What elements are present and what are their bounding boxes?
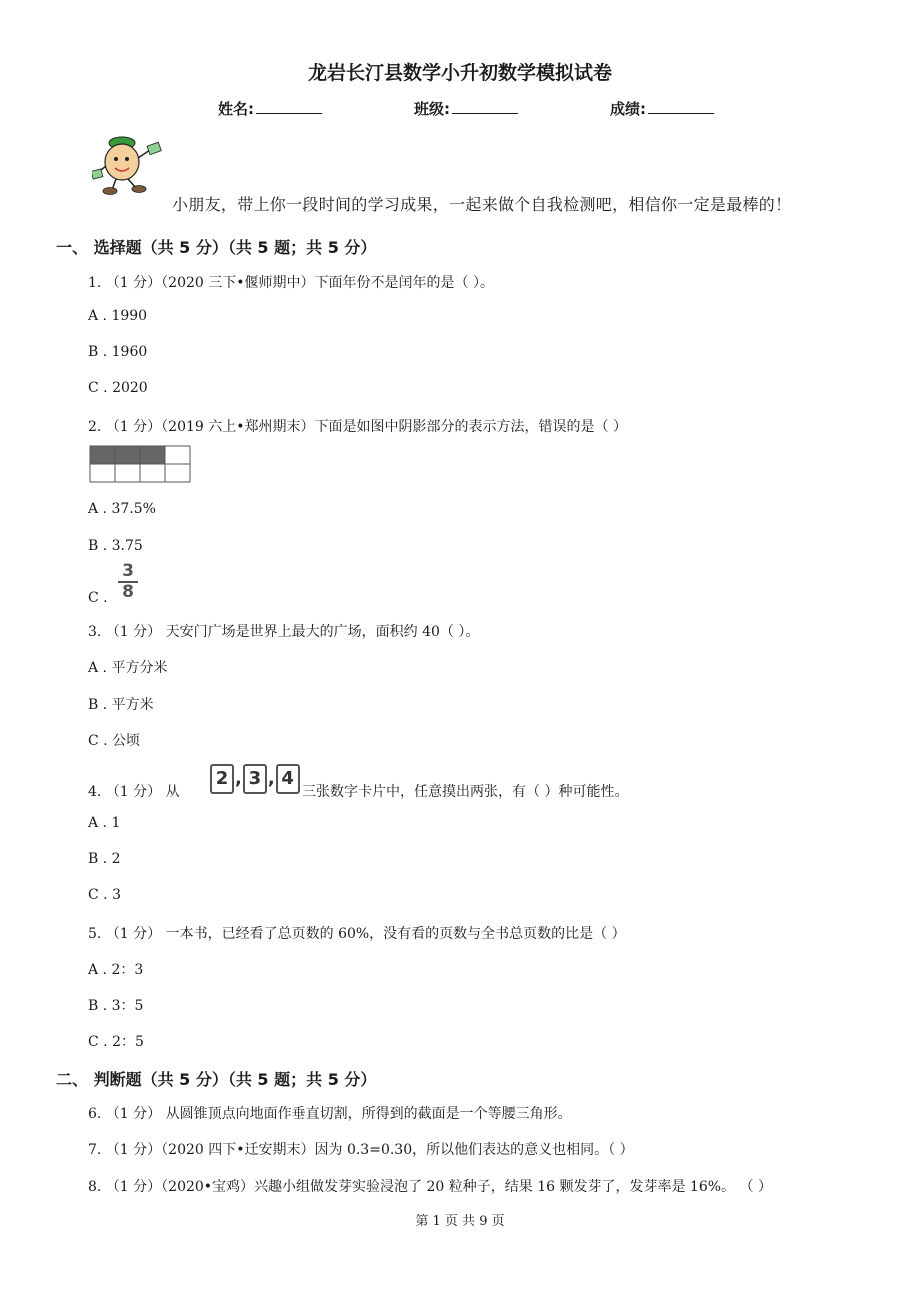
class-blank[interactable] [452, 99, 518, 114]
card-separator: , [267, 768, 275, 789]
q1-option-c[interactable]: C . 2020 [88, 380, 148, 396]
name-blank[interactable] [256, 99, 322, 114]
fraction-figure [118, 563, 138, 601]
question-4-prefix: 4. （1 分） 从 [88, 784, 180, 800]
number-card: 4 [276, 764, 300, 794]
q4-option-b[interactable]: B . 2 [88, 851, 121, 867]
q5-option-a[interactable]: A . 2：3 [88, 962, 144, 978]
question-3: 3. （1 分） 天安门广场是世界上最大的广场，面积约 40（ ）。 [88, 624, 480, 640]
number-cards [210, 764, 300, 794]
number-card: 3 [243, 764, 267, 794]
q2-option-a[interactable]: A . 37.5% [88, 501, 156, 517]
question-7: 7. （1 分）（2020 四下•迁安期末）因为 0.3=0.30，所以他们表达的意义也相同。（ ） [88, 1142, 634, 1158]
q1-option-b[interactable]: B . 1960 [88, 344, 148, 360]
q3-option-c[interactable]: C . 公顷 [88, 733, 141, 749]
mascot-illustration [92, 128, 168, 196]
question-6: 6. （1 分） 从圆锥顶点向地面作垂直切割，所得到的截面是一个等腰三角形。 [88, 1106, 572, 1122]
name-field[interactable] [218, 98, 322, 119]
page-footer: 第 1 页 共 9 页 [415, 1214, 505, 1229]
q5-option-c[interactable]: C . 2：5 [88, 1034, 144, 1050]
score-blank[interactable] [648, 99, 714, 114]
class-field[interactable] [414, 98, 518, 119]
card-separator: , [235, 768, 242, 789]
score-field[interactable] [610, 98, 714, 119]
section-choice-heading: 一、 选择题（共 5 分）（共 5 题；共 5 分） [56, 238, 377, 257]
q2-option-b[interactable]: B . 3.75 [88, 538, 143, 554]
section-judge-heading: 二、 判断题（共 5 分）（共 5 题；共 5 分） [56, 1070, 377, 1089]
question-1: 1. （1 分）（2020 三下•偃师期中）下面年份不是闰年的是（ ）。 [88, 275, 494, 291]
question-4-suffix: 三张数字卡片中，任意摸出两张，有（ ）种可能性。 [302, 784, 629, 800]
q5-option-b[interactable]: B . 3：5 [88, 998, 144, 1014]
q4-option-c[interactable]: C . 3 [88, 887, 121, 903]
number-card: 2 [210, 764, 234, 794]
q4-option-a[interactable]: A . 1 [88, 815, 121, 831]
q3-option-a[interactable]: A . 平方分米 [88, 660, 168, 676]
shaded-grid-figure [89, 445, 193, 485]
name-label: 姓名: [218, 100, 254, 118]
page-title: 龙岩长汀县数学小升初数学模拟试卷 [307, 62, 612, 84]
q2-option-c[interactable]: C . [88, 590, 108, 606]
fraction-denominator: 8 [122, 582, 134, 602]
question-5: 5. （1 分） 一本书，已经看了总页数的 60%，没有看的页数与全书总页数的比是（ ） [88, 926, 626, 942]
greeting-text: 小朋友，带上你一段时间的学习成果，一起来做个自我检测吧，相信你一定是最棒的！ [172, 195, 792, 214]
question-2: 2. （1 分）（2019 六上•郑州期末）下面是如图中阴影部分的表示方法，错误的是（ ） [88, 419, 627, 435]
q3-option-b[interactable]: B . 平方米 [88, 697, 154, 713]
score-label: 成绩: [610, 100, 646, 118]
fraction-numerator: 3 [122, 561, 134, 581]
question-8: 8. （1 分）（2020•宝鸡）兴趣小组做发芽实验浸泡了 20 粒种子，结果 16 颗发芽了，发芽率是 16%。 （ ） [88, 1179, 772, 1195]
q1-option-a[interactable]: A . 1990 [88, 308, 148, 324]
class-label: 班级: [414, 100, 450, 118]
